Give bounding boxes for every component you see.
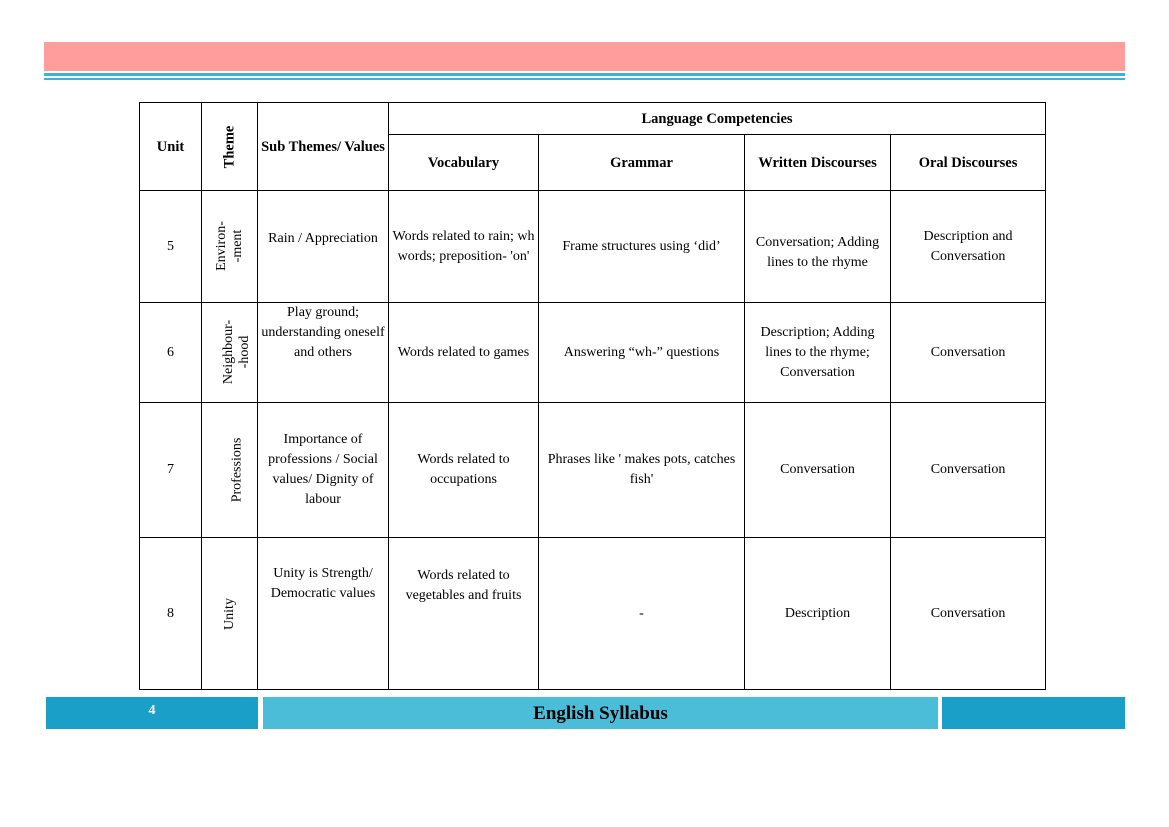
theme-cell	[202, 191, 258, 303]
header-unit: Unit	[140, 103, 202, 191]
syllabus-table	[139, 102, 1046, 690]
header-row-top	[140, 103, 1046, 135]
sub-theme-cell: Rain / Appreciation	[258, 191, 389, 303]
oral-cell: Description and Conversation	[891, 191, 1046, 303]
oral-cell: Conversation	[891, 403, 1046, 538]
header-language-competencies: Language Competencies	[389, 103, 1046, 135]
unit-cell: 6	[140, 303, 202, 403]
written-cell: Description; Adding lines to the rhyme; Conversation	[745, 303, 891, 403]
sub-theme-cell: Play ground; understanding oneself and others	[258, 303, 389, 403]
sub-theme-cell: Unity is Strength/ Democratic values	[258, 538, 389, 690]
table-row	[140, 303, 1046, 403]
written-cell: Description	[745, 538, 891, 690]
unit-cell: 8	[140, 538, 202, 690]
unit-cell: 7	[140, 403, 202, 538]
written-cell: Conversation	[745, 403, 891, 538]
theme-label: Environ- -ment	[213, 220, 245, 271]
grammar-cell: Answering “wh-” questions	[539, 303, 745, 403]
table-row	[140, 538, 1046, 690]
theme-cell	[202, 303, 258, 403]
table-row	[140, 191, 1046, 303]
header-banner	[44, 42, 1125, 71]
header-rule-2	[44, 78, 1125, 80]
header-oral-discourses: Oral Discourses	[891, 135, 1046, 191]
table-row	[140, 403, 1046, 538]
grammar-cell: Frame structures using ‘did’	[539, 191, 745, 303]
header-rule-1	[44, 73, 1125, 76]
grammar-cell: Phrases like ' makes pots, catches fish'	[539, 403, 745, 538]
header-sub-themes: Sub Themes/ Values	[258, 103, 389, 191]
vocabulary-cell: Words related to rain; wh words; preposition- 'on'	[389, 191, 539, 303]
header-theme-label: Theme	[221, 125, 238, 168]
written-cell: Conversation; Adding lines to the rhyme	[745, 191, 891, 303]
theme-cell	[202, 403, 258, 538]
grammar-cell: -	[539, 538, 745, 690]
vocabulary-cell: Words related to occupations	[389, 403, 539, 538]
vocabulary-cell: Words related to vegetables and fruits	[389, 538, 539, 690]
oral-cell: Conversation	[891, 303, 1046, 403]
oral-cell: Conversation	[891, 538, 1046, 690]
theme-label: Unity	[221, 597, 237, 630]
theme-cell	[202, 538, 258, 690]
footer-title: English Syllabus	[263, 697, 938, 729]
unit-cell: 5	[140, 191, 202, 303]
theme-label: Neighbour- -hood	[221, 319, 253, 384]
header-theme	[202, 103, 258, 191]
header-written-discourses: Written Discourses	[745, 135, 891, 191]
footer-right-band	[942, 697, 1125, 729]
header-grammar: Grammar	[539, 135, 745, 191]
theme-label: Professions	[229, 437, 245, 503]
vocabulary-cell: Words related to games	[389, 303, 539, 403]
header-vocabulary: Vocabulary	[389, 135, 539, 191]
sub-theme-cell: Importance of professions / Social values/ Dignity of labour	[258, 403, 389, 538]
page-number: 4	[46, 697, 258, 729]
